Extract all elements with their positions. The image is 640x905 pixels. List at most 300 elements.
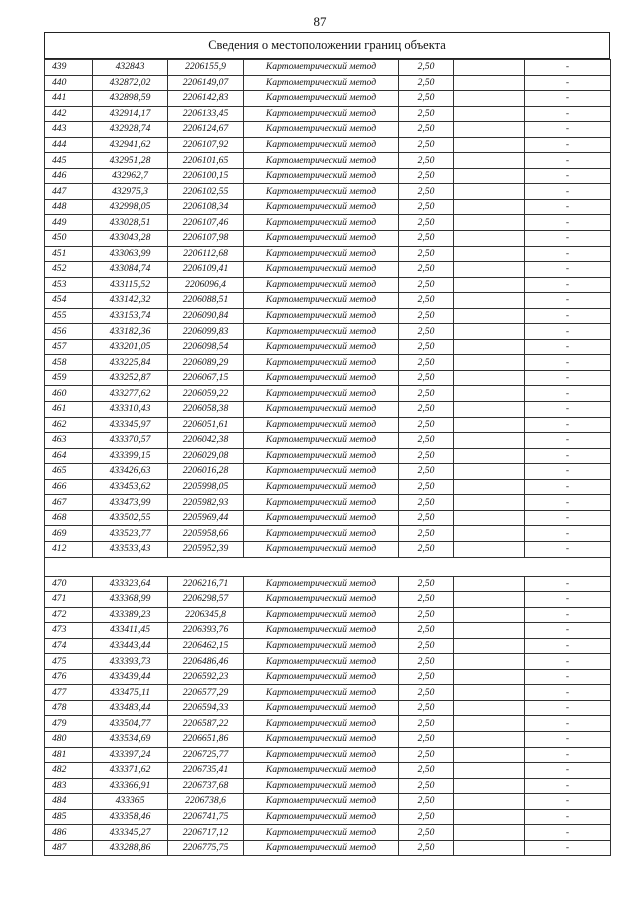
x-coordinate-cell: 432998,05 (93, 199, 168, 215)
extra-cell (454, 592, 525, 608)
note-cell: - (525, 654, 611, 670)
extra-cell (454, 153, 525, 169)
note-cell: - (525, 277, 611, 293)
accuracy-cell: 2,50 (399, 433, 454, 449)
table-row (45, 825, 611, 841)
accuracy-cell: 2,50 (399, 386, 454, 402)
accuracy-cell: 2,50 (399, 137, 454, 153)
table-row (45, 685, 611, 701)
table-row (45, 386, 611, 402)
y-coordinate-cell: 2206098,54 (168, 339, 244, 355)
x-coordinate-cell: 432941,62 (93, 137, 168, 153)
table-row (45, 495, 611, 511)
point-number-cell: 479 (45, 716, 93, 732)
accuracy-cell: 2,50 (399, 448, 454, 464)
note-cell: - (525, 763, 611, 779)
note-cell: - (525, 541, 611, 557)
extra-cell (454, 308, 525, 324)
x-coordinate-cell: 433365 (93, 794, 168, 810)
method-cell: Картометрический метод (244, 638, 399, 654)
table-row (45, 184, 611, 200)
note-cell: - (525, 370, 611, 386)
y-coordinate-cell: 2206142,83 (168, 91, 244, 107)
extra-cell (454, 576, 525, 592)
y-coordinate-cell: 2206102,55 (168, 184, 244, 200)
note-cell: - (525, 638, 611, 654)
method-cell: Картометрический метод (244, 794, 399, 810)
y-coordinate-cell: 2206108,34 (168, 199, 244, 215)
extra-cell (454, 199, 525, 215)
method-cell: Картометрический метод (244, 246, 399, 262)
point-number-cell: 449 (45, 215, 93, 231)
x-coordinate-cell: 433502,55 (93, 510, 168, 526)
y-coordinate-cell: 2206099,83 (168, 324, 244, 340)
x-coordinate-cell: 433533,43 (93, 541, 168, 557)
extra-cell (454, 716, 525, 732)
accuracy-cell: 2,50 (399, 324, 454, 340)
x-coordinate-cell: 433453,62 (93, 479, 168, 495)
x-coordinate-cell: 433426,63 (93, 464, 168, 480)
y-coordinate-cell: 2206112,68 (168, 246, 244, 262)
extra-cell (454, 510, 525, 526)
method-cell: Картометрический метод (244, 526, 399, 542)
y-coordinate-cell: 2206735,41 (168, 763, 244, 779)
table-row (45, 370, 611, 386)
extra-cell (454, 231, 525, 247)
method-cell: Картометрический метод (244, 386, 399, 402)
note-cell: - (525, 526, 611, 542)
point-number-cell: 447 (45, 184, 93, 200)
x-coordinate-cell: 433028,51 (93, 215, 168, 231)
x-coordinate-cell: 433483,44 (93, 700, 168, 716)
point-number-cell: 468 (45, 510, 93, 526)
point-number-cell: 448 (45, 199, 93, 215)
note-cell: - (525, 215, 611, 231)
method-cell: Картометрический метод (244, 324, 399, 340)
note-cell: - (525, 106, 611, 122)
note-cell: - (525, 199, 611, 215)
coordinates-sheet (44, 32, 610, 856)
method-cell: Картометрический метод (244, 763, 399, 779)
table-row (45, 840, 611, 856)
y-coordinate-cell: 2206089,29 (168, 355, 244, 371)
table-row (45, 417, 611, 433)
method-cell: Картометрический метод (244, 122, 399, 138)
accuracy-cell: 2,50 (399, 700, 454, 716)
point-number-cell: 446 (45, 168, 93, 184)
accuracy-cell: 2,50 (399, 654, 454, 670)
accuracy-cell: 2,50 (399, 106, 454, 122)
x-coordinate-cell: 433439,44 (93, 669, 168, 685)
point-number-cell: 452 (45, 262, 93, 278)
method-cell: Картометрический метод (244, 685, 399, 701)
accuracy-cell: 2,50 (399, 576, 454, 592)
x-coordinate-cell: 432914,17 (93, 106, 168, 122)
point-number-cell: 445 (45, 153, 93, 169)
table-row (45, 669, 611, 685)
method-cell: Картометрический метод (244, 448, 399, 464)
accuracy-cell: 2,50 (399, 479, 454, 495)
note-cell: - (525, 576, 611, 592)
y-coordinate-cell: 2206775,75 (168, 840, 244, 856)
method-cell: Картометрический метод (244, 495, 399, 511)
table-row (45, 60, 611, 76)
point-number-cell: 480 (45, 731, 93, 747)
extra-cell (454, 623, 525, 639)
accuracy-cell: 2,50 (399, 184, 454, 200)
table-row (45, 479, 611, 495)
block-separator-row (45, 557, 611, 576)
note-cell: - (525, 402, 611, 418)
accuracy-cell: 2,50 (399, 262, 454, 278)
extra-cell (454, 370, 525, 386)
table-row (45, 448, 611, 464)
extra-cell (454, 215, 525, 231)
x-coordinate-cell: 433225,84 (93, 355, 168, 371)
point-number-cell: 442 (45, 106, 93, 122)
extra-cell (454, 700, 525, 716)
y-coordinate-cell: 2206725,77 (168, 747, 244, 763)
method-cell: Картометрический метод (244, 75, 399, 91)
x-coordinate-cell: 432962,7 (93, 168, 168, 184)
method-cell: Картометрический метод (244, 417, 399, 433)
note-cell: - (525, 840, 611, 856)
y-coordinate-cell: 2206298,57 (168, 592, 244, 608)
extra-cell (454, 293, 525, 309)
point-number-cell: 454 (45, 293, 93, 309)
extra-cell (454, 402, 525, 418)
accuracy-cell: 2,50 (399, 638, 454, 654)
accuracy-cell: 2,50 (399, 153, 454, 169)
table-row (45, 654, 611, 670)
point-number-cell: 456 (45, 324, 93, 340)
note-cell: - (525, 417, 611, 433)
point-number-cell: 482 (45, 763, 93, 779)
table-row (45, 231, 611, 247)
table-row (45, 402, 611, 418)
x-coordinate-cell: 433523,77 (93, 526, 168, 542)
page-number: 87 (313, 14, 327, 29)
y-coordinate-cell: 2206393,76 (168, 623, 244, 639)
accuracy-cell: 2,50 (399, 215, 454, 231)
extra-cell (454, 809, 525, 825)
table-row (45, 510, 611, 526)
method-cell: Картометрический метод (244, 339, 399, 355)
method-cell: Картометрический метод (244, 464, 399, 480)
point-number-cell: 459 (45, 370, 93, 386)
method-cell: Картометрический метод (244, 825, 399, 841)
method-cell: Картометрический метод (244, 669, 399, 685)
point-number-cell: 471 (45, 592, 93, 608)
y-coordinate-cell: 2206029,08 (168, 448, 244, 464)
x-coordinate-cell: 433252,87 (93, 370, 168, 386)
table-row (45, 433, 611, 449)
y-coordinate-cell: 2206058,38 (168, 402, 244, 418)
y-coordinate-cell: 2205982,93 (168, 495, 244, 511)
point-number-cell: 451 (45, 246, 93, 262)
note-cell: - (525, 448, 611, 464)
note-cell: - (525, 510, 611, 526)
note-cell: - (525, 355, 611, 371)
y-coordinate-cell: 2206051,61 (168, 417, 244, 433)
accuracy-cell: 2,50 (399, 355, 454, 371)
table-row (45, 355, 611, 371)
note-cell: - (525, 231, 611, 247)
x-coordinate-cell: 433473,99 (93, 495, 168, 511)
accuracy-cell: 2,50 (399, 417, 454, 433)
extra-cell (454, 731, 525, 747)
note-cell: - (525, 153, 611, 169)
method-cell: Картометрический метод (244, 231, 399, 247)
point-number-cell: 474 (45, 638, 93, 654)
x-coordinate-cell: 433323,64 (93, 576, 168, 592)
accuracy-cell: 2,50 (399, 199, 454, 215)
y-coordinate-cell: 2206577,29 (168, 685, 244, 701)
table-row (45, 778, 611, 794)
table-row (45, 576, 611, 592)
table-row (45, 339, 611, 355)
method-cell: Картометрический метод (244, 215, 399, 231)
method-cell: Картометрический метод (244, 592, 399, 608)
accuracy-cell: 2,50 (399, 60, 454, 76)
extra-cell (454, 75, 525, 91)
method-cell: Картометрический метод (244, 402, 399, 418)
x-coordinate-cell: 433399,15 (93, 448, 168, 464)
method-cell: Картометрический метод (244, 623, 399, 639)
extra-cell (454, 60, 525, 76)
point-number-cell: 470 (45, 576, 93, 592)
y-coordinate-cell: 2205998,05 (168, 479, 244, 495)
point-number-cell: 461 (45, 402, 93, 418)
point-number-cell: 455 (45, 308, 93, 324)
y-coordinate-cell: 2206592,23 (168, 669, 244, 685)
accuracy-cell: 2,50 (399, 685, 454, 701)
method-cell: Картометрический метод (244, 355, 399, 371)
accuracy-cell: 2,50 (399, 592, 454, 608)
extra-cell (454, 669, 525, 685)
point-number-cell: 463 (45, 433, 93, 449)
section-title: Сведения о местоположении границ объекта (44, 32, 610, 59)
extra-cell (454, 840, 525, 856)
point-number-cell: 458 (45, 355, 93, 371)
x-coordinate-cell: 433345,97 (93, 417, 168, 433)
accuracy-cell: 2,50 (399, 747, 454, 763)
point-number-cell: 440 (45, 75, 93, 91)
x-coordinate-cell: 432975,3 (93, 184, 168, 200)
extra-cell (454, 638, 525, 654)
table-row (45, 526, 611, 542)
table-row (45, 324, 611, 340)
note-cell: - (525, 607, 611, 623)
note-cell: - (525, 731, 611, 747)
note-cell: - (525, 122, 611, 138)
note-cell: - (525, 794, 611, 810)
extra-cell (454, 433, 525, 449)
x-coordinate-cell: 433393,73 (93, 654, 168, 670)
note-cell: - (525, 778, 611, 794)
extra-cell (454, 448, 525, 464)
x-coordinate-cell: 433182,36 (93, 324, 168, 340)
extra-cell (454, 747, 525, 763)
method-cell: Картометрический метод (244, 809, 399, 825)
table-row (45, 153, 611, 169)
x-coordinate-cell: 433043,28 (93, 231, 168, 247)
note-cell: - (525, 293, 611, 309)
note-cell: - (525, 91, 611, 107)
x-coordinate-cell: 432928,74 (93, 122, 168, 138)
extra-cell (454, 794, 525, 810)
method-cell: Картометрический метод (244, 778, 399, 794)
accuracy-cell: 2,50 (399, 75, 454, 91)
extra-cell (454, 526, 525, 542)
x-coordinate-cell: 433371,62 (93, 763, 168, 779)
extra-cell (454, 417, 525, 433)
note-cell: - (525, 60, 611, 76)
extra-cell (454, 324, 525, 340)
accuracy-cell: 2,50 (399, 716, 454, 732)
x-coordinate-cell: 433277,62 (93, 386, 168, 402)
table-row (45, 262, 611, 278)
extra-cell (454, 825, 525, 841)
method-cell: Картометрический метод (244, 700, 399, 716)
note-cell: - (525, 700, 611, 716)
extra-cell (454, 355, 525, 371)
table-row (45, 700, 611, 716)
note-cell: - (525, 623, 611, 639)
y-coordinate-cell: 2206149,07 (168, 75, 244, 91)
coordinates-table (44, 59, 611, 856)
table-row (45, 638, 611, 654)
x-coordinate-cell: 433368,99 (93, 592, 168, 608)
table-row (45, 277, 611, 293)
point-number-cell: 453 (45, 277, 93, 293)
table-row (45, 246, 611, 262)
accuracy-cell: 2,50 (399, 231, 454, 247)
y-coordinate-cell: 2206107,98 (168, 231, 244, 247)
point-number-cell: 460 (45, 386, 93, 402)
x-coordinate-cell: 433153,74 (93, 308, 168, 324)
method-cell: Картометрический метод (244, 747, 399, 763)
extra-cell (454, 91, 525, 107)
y-coordinate-cell: 2206109,41 (168, 262, 244, 278)
table-row (45, 308, 611, 324)
x-coordinate-cell: 433201,05 (93, 339, 168, 355)
accuracy-cell: 2,50 (399, 825, 454, 841)
accuracy-cell: 2,50 (399, 778, 454, 794)
extra-cell (454, 339, 525, 355)
accuracy-cell: 2,50 (399, 809, 454, 825)
x-coordinate-cell: 433115,52 (93, 277, 168, 293)
extra-cell (454, 106, 525, 122)
point-number-cell: 484 (45, 794, 93, 810)
method-cell: Картометрический метод (244, 184, 399, 200)
point-number-cell: 466 (45, 479, 93, 495)
y-coordinate-cell: 2206216,71 (168, 576, 244, 592)
method-cell: Картометрический метод (244, 137, 399, 153)
point-number-cell: 464 (45, 448, 93, 464)
y-coordinate-cell: 2206096,4 (168, 277, 244, 293)
method-cell: Картометрический метод (244, 716, 399, 732)
note-cell: - (525, 262, 611, 278)
point-number-cell: 481 (45, 747, 93, 763)
accuracy-cell: 2,50 (399, 402, 454, 418)
method-cell: Картометрический метод (244, 607, 399, 623)
point-number-cell: 457 (45, 339, 93, 355)
x-coordinate-cell: 433084,74 (93, 262, 168, 278)
table-row (45, 293, 611, 309)
point-number-cell: 475 (45, 654, 93, 670)
note-cell: - (525, 184, 611, 200)
accuracy-cell: 2,50 (399, 794, 454, 810)
x-coordinate-cell: 433504,77 (93, 716, 168, 732)
method-cell: Картометрический метод (244, 840, 399, 856)
extra-cell (454, 479, 525, 495)
x-coordinate-cell: 433288,86 (93, 840, 168, 856)
extra-cell (454, 654, 525, 670)
y-coordinate-cell: 2206133,45 (168, 106, 244, 122)
y-coordinate-cell: 2206042,38 (168, 433, 244, 449)
point-number-cell: 473 (45, 623, 93, 639)
point-number-cell: 476 (45, 669, 93, 685)
method-cell: Картометрический метод (244, 731, 399, 747)
note-cell: - (525, 464, 611, 480)
note-cell: - (525, 669, 611, 685)
y-coordinate-cell: 2206486,46 (168, 654, 244, 670)
x-coordinate-cell: 433411,45 (93, 623, 168, 639)
x-coordinate-cell: 433142,32 (93, 293, 168, 309)
note-cell: - (525, 479, 611, 495)
method-cell: Картометрический метод (244, 308, 399, 324)
y-coordinate-cell: 2205952,39 (168, 541, 244, 557)
table-row (45, 716, 611, 732)
y-coordinate-cell: 2206100,15 (168, 168, 244, 184)
note-cell: - (525, 168, 611, 184)
point-number-cell: 478 (45, 700, 93, 716)
x-coordinate-cell: 433389,23 (93, 607, 168, 623)
note-cell: - (525, 75, 611, 91)
table-row (45, 75, 611, 91)
method-cell: Картометрический метод (244, 293, 399, 309)
point-number-cell: 443 (45, 122, 93, 138)
extra-cell (454, 137, 525, 153)
table-row (45, 215, 611, 231)
x-coordinate-cell: 433310,43 (93, 402, 168, 418)
table-row (45, 464, 611, 480)
extra-cell (454, 168, 525, 184)
note-cell: - (525, 825, 611, 841)
method-cell: Картометрический метод (244, 91, 399, 107)
x-coordinate-cell: 432843 (93, 60, 168, 76)
point-number-cell: 444 (45, 137, 93, 153)
y-coordinate-cell: 2205958,66 (168, 526, 244, 542)
accuracy-cell: 2,50 (399, 623, 454, 639)
note-cell: - (525, 592, 611, 608)
point-number-cell: 441 (45, 91, 93, 107)
accuracy-cell: 2,50 (399, 122, 454, 138)
note-cell: - (525, 324, 611, 340)
y-coordinate-cell: 2206717,12 (168, 825, 244, 841)
x-coordinate-cell: 432872,02 (93, 75, 168, 91)
note-cell: - (525, 137, 611, 153)
table-row (45, 809, 611, 825)
extra-cell (454, 607, 525, 623)
extra-cell (454, 541, 525, 557)
table-row (45, 763, 611, 779)
table-row (45, 199, 611, 215)
y-coordinate-cell: 2206594,33 (168, 700, 244, 716)
method-cell: Картометрический метод (244, 60, 399, 76)
y-coordinate-cell: 2206067,15 (168, 370, 244, 386)
